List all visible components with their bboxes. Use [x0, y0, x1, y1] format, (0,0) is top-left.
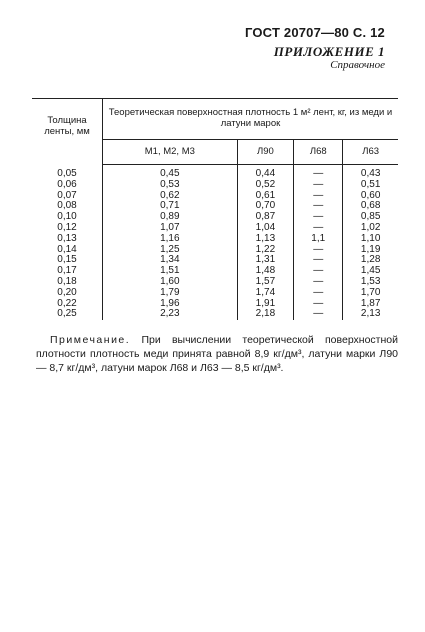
appendix-title: ПРИЛОЖЕНИЕ 1: [273, 44, 385, 59]
density-cell: —: [294, 165, 343, 180]
density-cell: 1,74: [237, 288, 293, 299]
density-cell: 1,91: [237, 299, 293, 310]
density-cell: 0,52: [237, 180, 293, 191]
table-row: [32, 266, 398, 277]
density-cell: 1,48: [237, 266, 293, 277]
density-cell: —: [294, 277, 343, 288]
density-cell: 0,71: [103, 201, 238, 212]
density-cell: —: [294, 245, 343, 256]
density-cell: 1,13: [237, 234, 293, 245]
thickness-cell: 0,10: [57, 211, 77, 223]
density-cell: 1,79: [103, 288, 238, 299]
table-row: [32, 277, 398, 288]
col-header-l90: Л90: [237, 140, 293, 165]
col-header-l63: Л63: [343, 140, 398, 165]
density-cell: 1,45: [343, 266, 398, 277]
density-cell: 1,31: [237, 255, 293, 266]
density-cell: 0,85: [343, 212, 398, 223]
density-cell: 0,89: [103, 212, 238, 223]
thickness-cell: 0,05: [57, 167, 77, 179]
density-cell: —: [294, 191, 343, 202]
density-cell: 1,07: [103, 223, 238, 234]
thickness-cell: 0,06: [57, 178, 77, 190]
density-cell: 0,70: [237, 201, 293, 212]
density-cell: —: [294, 288, 343, 299]
density-cell: 1,51: [103, 266, 238, 277]
density-cell: 1,96: [103, 299, 238, 310]
thickness-header: Толщина ленты, мм: [32, 99, 103, 165]
thickness-cell: 0,22: [57, 297, 77, 309]
density-cell: 1,28: [343, 255, 398, 266]
density-cell: —: [294, 299, 343, 310]
table-row: [32, 234, 398, 245]
table-row: [32, 245, 398, 256]
note-paragraph: [36, 333, 398, 375]
density-cell: 0,43: [343, 165, 398, 180]
table-row: [32, 299, 398, 310]
table-row: [32, 223, 398, 234]
thickness-cell: 0,17: [57, 265, 77, 277]
density-cell: 0,61: [237, 191, 293, 202]
thickness-cell: 0,20: [57, 286, 77, 298]
density-cell: 1,16: [103, 234, 238, 245]
density-cell: —: [294, 180, 343, 191]
document-code: ГОСТ 20707—80 С. 12: [244, 25, 385, 40]
table-row: [32, 191, 398, 202]
density-cell: 0,68: [343, 201, 398, 212]
density-cell: 0,45: [103, 165, 238, 180]
density-cell: —: [294, 255, 343, 266]
thickness-cell: 0,15: [57, 254, 77, 266]
density-cell: 0,87: [237, 212, 293, 223]
table-row: [32, 309, 398, 320]
thickness-cell: 0,18: [57, 275, 77, 287]
table-row: [32, 201, 398, 212]
density-cell: 2,23: [103, 309, 238, 320]
thickness-cell: 0,13: [57, 232, 77, 244]
density-cell: —: [294, 309, 343, 320]
col-header-l68: Л68: [294, 140, 343, 165]
density-cell: 1,60: [103, 277, 238, 288]
density-table: [32, 98, 398, 320]
table-row: [32, 212, 398, 223]
density-cell: 1,25: [103, 245, 238, 256]
density-cell: 1,10: [343, 234, 398, 245]
table-body: [32, 165, 398, 321]
thickness-cell: 0,08: [57, 200, 77, 212]
density-cell: 1,87: [343, 299, 398, 310]
appendix-subtitle: Справочное: [330, 59, 385, 71]
density-group-header: Теоретическая поверхностная плотность 1 м² лент, кг, из меди и латуни марок: [103, 99, 399, 140]
thickness-cell: 0,25: [57, 308, 77, 320]
density-cell: 1,34: [103, 255, 238, 266]
density-cell: —: [294, 201, 343, 212]
table-row: [32, 255, 398, 266]
density-cell: 1,70: [343, 288, 398, 299]
density-cell: —: [294, 266, 343, 277]
density-cell: 1,53: [343, 277, 398, 288]
density-cell: 0,60: [343, 191, 398, 202]
density-cell: 0,51: [343, 180, 398, 191]
density-cell: 1,02: [343, 223, 398, 234]
col-header-m1: М1, М2, М3: [103, 140, 238, 165]
density-cell: 2,13: [343, 309, 398, 320]
density-cell: —: [294, 223, 343, 234]
density-cell: 0,44: [237, 165, 293, 180]
thickness-cell: 0,07: [57, 189, 77, 201]
density-cell: 1,04: [237, 223, 293, 234]
density-cell: 1,57: [237, 277, 293, 288]
density-cell: 0,53: [103, 180, 238, 191]
table-row: [32, 165, 398, 180]
density-cell: 2,18: [237, 309, 293, 320]
note-label: Примечание.: [50, 333, 131, 346]
note-text: При вычислении теоретической поверхностной плотности плотность меди принята равной 8,9 кг/дм³, латуни марки Л90— 8,7 кг/дм³, латуни марок Л68 и Л63 — 8,5 кг/дм³.: [36, 333, 398, 374]
table-row: [32, 288, 398, 299]
table-row: [32, 180, 398, 191]
density-cell: —: [294, 212, 343, 223]
density-cell: 1,19: [343, 245, 398, 256]
density-cell: 1,22: [237, 245, 293, 256]
density-cell: 1,1: [294, 234, 343, 245]
density-cell: 0,62: [103, 191, 238, 202]
thickness-cell: 0,14: [57, 243, 77, 255]
thickness-cell: 0,12: [57, 221, 77, 233]
